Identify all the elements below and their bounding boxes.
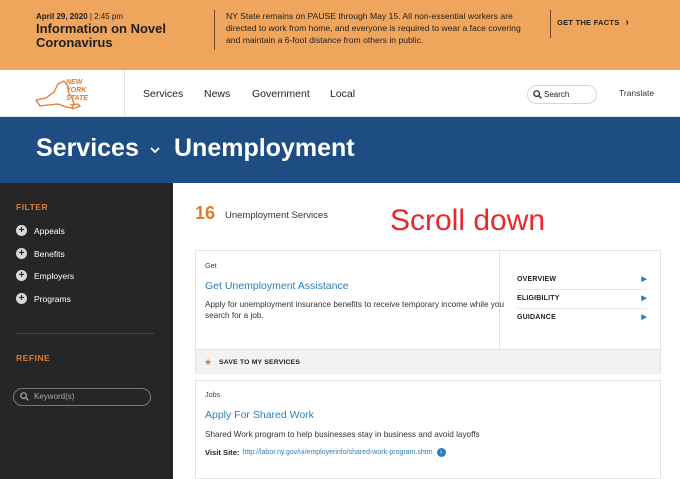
filter-appeals[interactable] (16, 225, 65, 236)
triangle-right-icon: ▶ (641, 314, 647, 321)
nav-services[interactable]: Services (143, 88, 184, 100)
alert-message: NY State remains on PAUSE through May 15. All non-essential workers are directed to work from home, and everyone is required to wear a face covering and maintain a 6-foot distance from others in public. (226, 11, 521, 45)
star-icon: ★ (204, 357, 213, 367)
filter-benefits[interactable] (16, 248, 65, 259)
card-title-link[interactable]: Get Unemployment Assistance (205, 280, 349, 292)
visit-site-row (205, 448, 446, 457)
visit-site-label: Visit Site: (205, 448, 240, 457)
save-label: SAVE TO MY SERVICES (219, 359, 301, 366)
service-card (195, 380, 661, 479)
plus-icon: + (16, 293, 27, 304)
site-header (0, 70, 680, 117)
alert-title: Information on Novel Coronavirus (36, 21, 166, 50)
filter-label: Employers (34, 270, 75, 281)
nav-local[interactable]: Local (330, 88, 356, 100)
alert-divider (214, 10, 215, 50)
triangle-right-icon: ▶ (641, 276, 647, 283)
card-description: Shared Work program to help businesses stay in business and avoid layoffs (205, 430, 480, 439)
eligibility-link[interactable] (517, 295, 647, 302)
chevron-right-icon: › (625, 17, 630, 28)
link-divider (517, 289, 647, 290)
results-panel (173, 183, 680, 479)
visit-site-url-link[interactable]: http://labor.ny.gov/ui/employerinfo/shared-work-program.shtm (242, 449, 433, 456)
plus-icon: + (16, 225, 27, 236)
nav-news[interactable]: News (204, 88, 231, 100)
filter-heading: FILTER (16, 202, 49, 212)
header-divider (124, 70, 125, 117)
covid-alert-banner (0, 0, 680, 70)
overview-link[interactable] (517, 276, 647, 283)
scroll-down-annotation: Scroll down (390, 204, 546, 237)
arrow-circle-right-icon[interactable]: › (437, 448, 446, 457)
translate-link[interactable]: Translate (619, 88, 655, 98)
chevron-down-icon[interactable] (148, 143, 162, 157)
filter-label: Appeals (34, 225, 65, 236)
section-selector-label[interactable]: Services (36, 134, 139, 162)
link-label: GUIDANCE (517, 314, 556, 321)
get-the-facts-link[interactable] (557, 17, 629, 28)
save-to-my-services-button[interactable] (196, 349, 660, 374)
logo-text-york: YORK (66, 87, 87, 94)
page-title: Unemployment (174, 134, 355, 162)
results-count-label: Unemployment Services (225, 210, 328, 221)
card-quick-links (499, 251, 661, 349)
sidebar-divider (16, 333, 154, 334)
guidance-link[interactable] (517, 314, 647, 321)
page-title-bar (0, 117, 680, 183)
card-category: Get (205, 261, 217, 270)
search-label: Search (544, 90, 570, 99)
triangle-right-icon: ▶ (641, 295, 647, 302)
alert-divider (550, 10, 551, 38)
keyword-search-input[interactable] (13, 388, 151, 406)
link-label: OVERVIEW (517, 276, 557, 283)
logo-text-new: NEW (66, 79, 83, 86)
search-icon (20, 392, 29, 401)
results-count: 16 (195, 203, 216, 223)
filter-employers[interactable] (16, 270, 74, 281)
link-label: ELIGIBILITY (517, 295, 560, 302)
filter-label: Benefits (34, 248, 65, 259)
plus-icon: + (16, 270, 27, 281)
card-category: Jobs (205, 390, 221, 399)
nys-logo[interactable] (32, 78, 122, 112)
nav-government[interactable]: Government (252, 88, 310, 100)
filter-sidebar (0, 183, 173, 479)
service-card (195, 250, 661, 374)
plus-icon: + (16, 248, 27, 259)
filter-programs[interactable] (16, 293, 71, 304)
logo-text-state: STATE (66, 95, 88, 102)
refine-heading: REFINE (16, 353, 51, 363)
search-icon (533, 90, 542, 99)
card-description: Apply for unemployment insurance benefits to receive temporary income while you search for a job. (205, 300, 504, 320)
search-button[interactable] (527, 85, 597, 104)
link-divider (517, 308, 647, 309)
alert-date: April 29, 2020 | 2:45 pm (36, 12, 124, 21)
keyword-placeholder: Keyword(s) (34, 392, 75, 401)
filter-label: Programs (34, 293, 71, 304)
card-title-link[interactable]: Apply For Shared Work (205, 409, 314, 421)
get-the-facts-label: GET THE FACTS (557, 18, 620, 27)
